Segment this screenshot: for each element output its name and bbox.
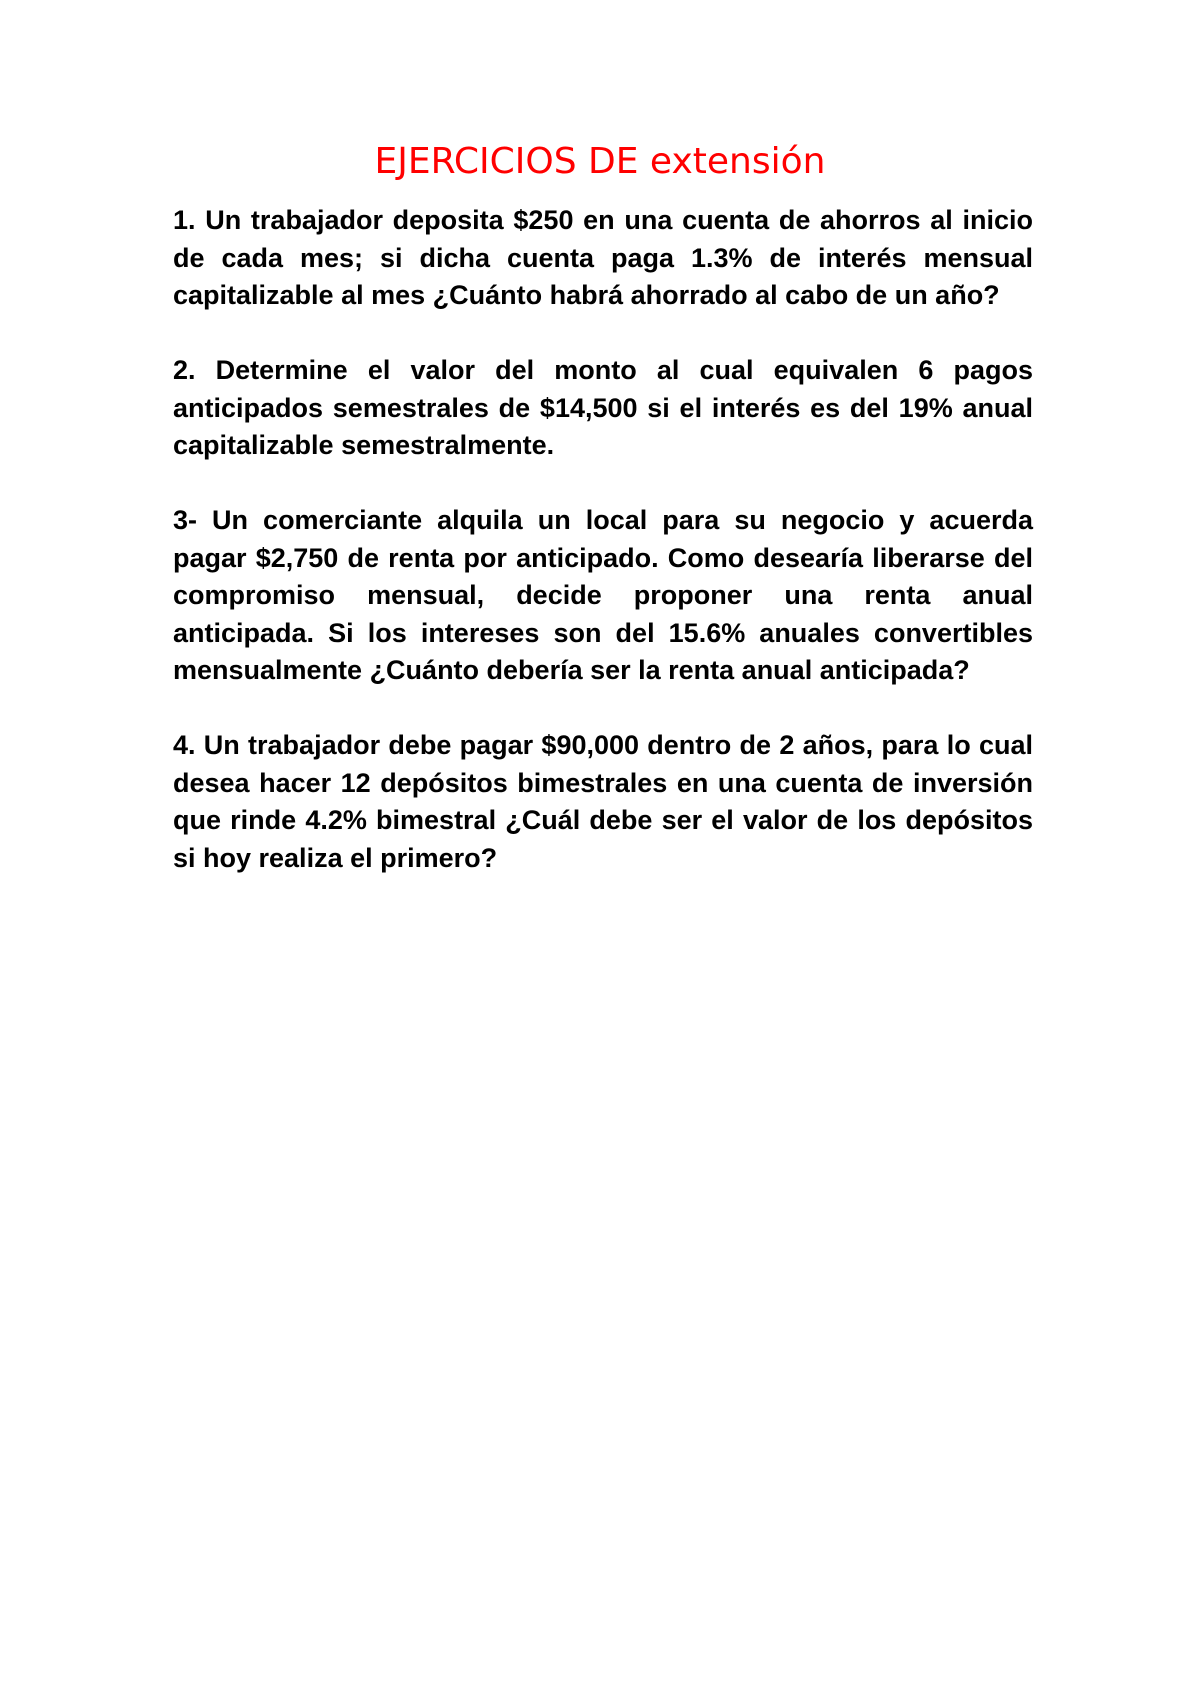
- page-title: EJERCICIOS DE extensión: [374, 141, 826, 182]
- exercise-2: 2. Determine el valor del monto al cual equivalen 6 pagos anticipados semestrales de $14,500 si el interés es del 19% anual capitalizable semestralmente.: [173, 355, 1033, 460]
- exercise-4: 4. Un trabajador debe pagar $90,000 dentro de 2 años, para lo cual desea hacer 12 depósitos bimestrales en una cuenta de inversión que rinde 4.2% bimestral ¿Cuál debe ser el valor de los depósitos si hoy realiza el primero?: [173, 730, 1033, 873]
- exercise-1: 1. Un trabajador deposita $250 en una cuenta de ahorros al inicio de cada mes; si dicha cuenta paga 1.3% de interés mensual capitalizable al mes ¿Cuánto habrá ahorrado al cabo de un año?: [173, 205, 1033, 310]
- exercise-3: 3- Un comerciante alquila un local para su negocio y acuerda pagar $2,750 de renta por anticipado. Como desearía liberarse del compromiso mensual, decide proponer una renta anual anticipada. Si los intereses son del 15.6% anuales convertibles mensualmente ¿Cuánto debería ser la renta anual anticipada?: [173, 505, 1033, 685]
- exercise-list: [173, 202, 1033, 915]
